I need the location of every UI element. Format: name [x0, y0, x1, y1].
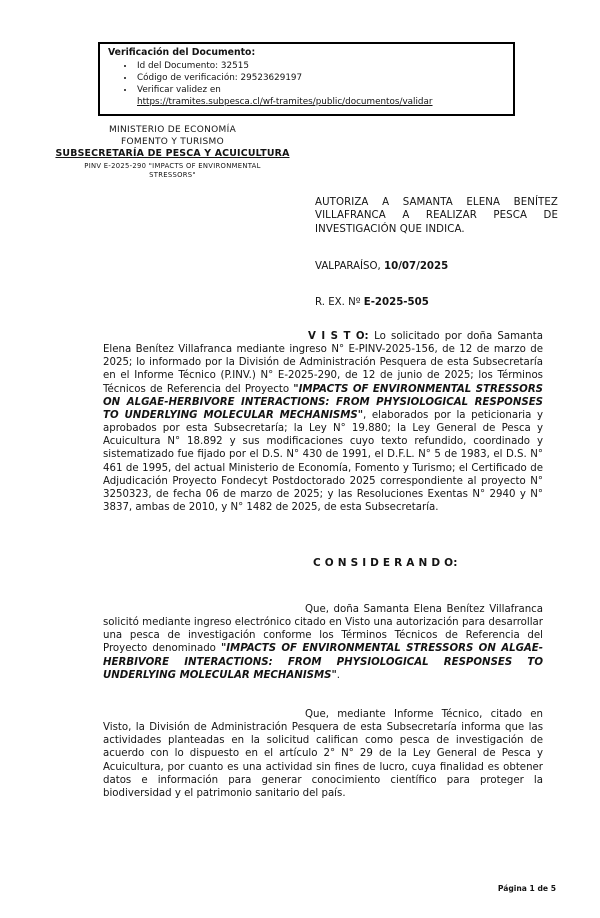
resolution-number-prefix: R. EX. Nº — [315, 297, 364, 308]
resolution-number-value: E-2025-505 — [363, 297, 429, 308]
text-run: . — [336, 669, 340, 681]
resolution-number — [315, 297, 429, 308]
text-run: "IMPACTS OF ENVIRONMENTAL STRESSORS ON ALGAE-HERBIVORE INTERACTIONS: FROM PHYSIOLOGICAL RESPONSES TO UNDERLYING MOLECULAR MECHANISMS" — [103, 643, 543, 681]
text-run: Lo solicitado por doña Samanta Elena Benítez Villafranca mediante ingreso N° E-PINV-2025-156, de 12 de marzo de 2025; lo informado por la División de Administración Pesquera de esta Subsecretaría en el Informe Técnico (P.INV.) N° E-2025-290, de 12 de junio de 2025; los Términos Técnicos de Referencia del Proyecto — [103, 331, 543, 395]
subject-statement: AUTORIZA A SAMANTA ELENA BENÍTEZ VILLAFRANCA A REALIZAR PESCA DE INVESTIGACIÓN QUE INDICA. — [315, 197, 558, 235]
dateline-date: 10/07/2025 — [384, 261, 449, 272]
verification-item-id-label: Id del Documento: 32515 — [137, 61, 249, 71]
verification-list — [108, 60, 507, 108]
considerando-heading: C O N S I D E R A N D O: — [313, 557, 458, 569]
verification-item-code — [135, 72, 507, 84]
verification-item-validity-label: Verificar validez en — [137, 85, 221, 95]
considerando-paragraph-2 — [103, 708, 543, 800]
ministry-line2: FOMENTO Y TURISMO — [121, 137, 224, 147]
letterhead — [25, 124, 320, 180]
subsecretaria-title: SUBSECRETARÍA DE PESCA Y ACUICULTURA — [55, 148, 290, 159]
verification-box — [98, 42, 515, 116]
verification-url-line — [137, 96, 507, 108]
page-indicator: Página 1 de 5 — [497, 884, 556, 893]
text-run: V I S T O: — [308, 331, 375, 342]
considerando-paragraph-1 — [103, 603, 543, 682]
project-reference: PINV E-2025-290 "IMPACTS OF ENVIRONMENTAL STRESSORS" — [84, 162, 261, 179]
text-run: , elaborados por la peticionaria y aprobados por esta Subsecretaría; la Ley N° 19.880; la Ley General de Pesca y Acuicultura N° 18.892 y sus modificaciones cuyo texto refundido, coordinado y sistematizado fue fijado por el D.S. N° 430 de 1991, el D.F.L. N° 5 de 1983, el D.S. N° 461 de 1995, del actual Ministerio de Economía, Fomento y Turismo; el Certificado de Adjudicación Proyecto Fondecyt Postdoctorado 2025 correspondiente al proyecto N° 3250323, de fecha 06 de marzo de 2025; y las Resoluciones Exentas N° 2940 y N° 3837, ambas de 2010, y N° 1482 de 2025, de esta Subsecretaría. — [103, 409, 543, 514]
visto-paragraph — [103, 330, 543, 514]
text-run: Que, doña Samanta Elena Benítez Villafranca solicitó mediante ingreso electrónico citado en Visto una autorización para desarrollar una pesca de investigación conforme los Términos Técnicos de Referencia del Proyecto denominado — [103, 604, 543, 655]
text-run: Que, mediante Informe Técnico, citado en Visto, la División de Administración Pesquera de esta Subsecretaría informa que las actividades planteadas en la solicitud califican como pesca de investigación de acuerdo con lo dispuesto en el artículo 2° N° 29 de la Ley General de Pesca y Acuicultura, por cuanto es una actividad sin fines de lucro, cuya finalidad es obtener datos e información para generar conocimiento científico para proteger la biodiversidad y el patrimonio sanitario del país. — [103, 709, 543, 799]
text-run: "IMPACTS OF ENVIRONMENTAL STRESSORS ON ALGAE-HERBIVORE INTERACTIONS: FROM PHYSIOLOGICAL RESPONSES TO UNDERLYING MOLECULAR MECHANISMS" — [103, 383, 543, 421]
verification-title: Verificación del Documento: — [108, 47, 256, 58]
dateline — [315, 261, 448, 272]
dateline-city: VALPARAÍSO, — [315, 261, 385, 272]
verification-item-code-label: Código de verificación: 29523629197 — [137, 73, 303, 83]
verification-item-validity — [135, 84, 507, 108]
ministry-line1: MINISTERIO DE ECONOMÍA — [108, 125, 237, 135]
verification-url-link[interactable]: https://tramites.subpesca.cl/wf-tramites/public/documentos/validar — [137, 97, 433, 107]
verification-item-id — [135, 60, 507, 72]
